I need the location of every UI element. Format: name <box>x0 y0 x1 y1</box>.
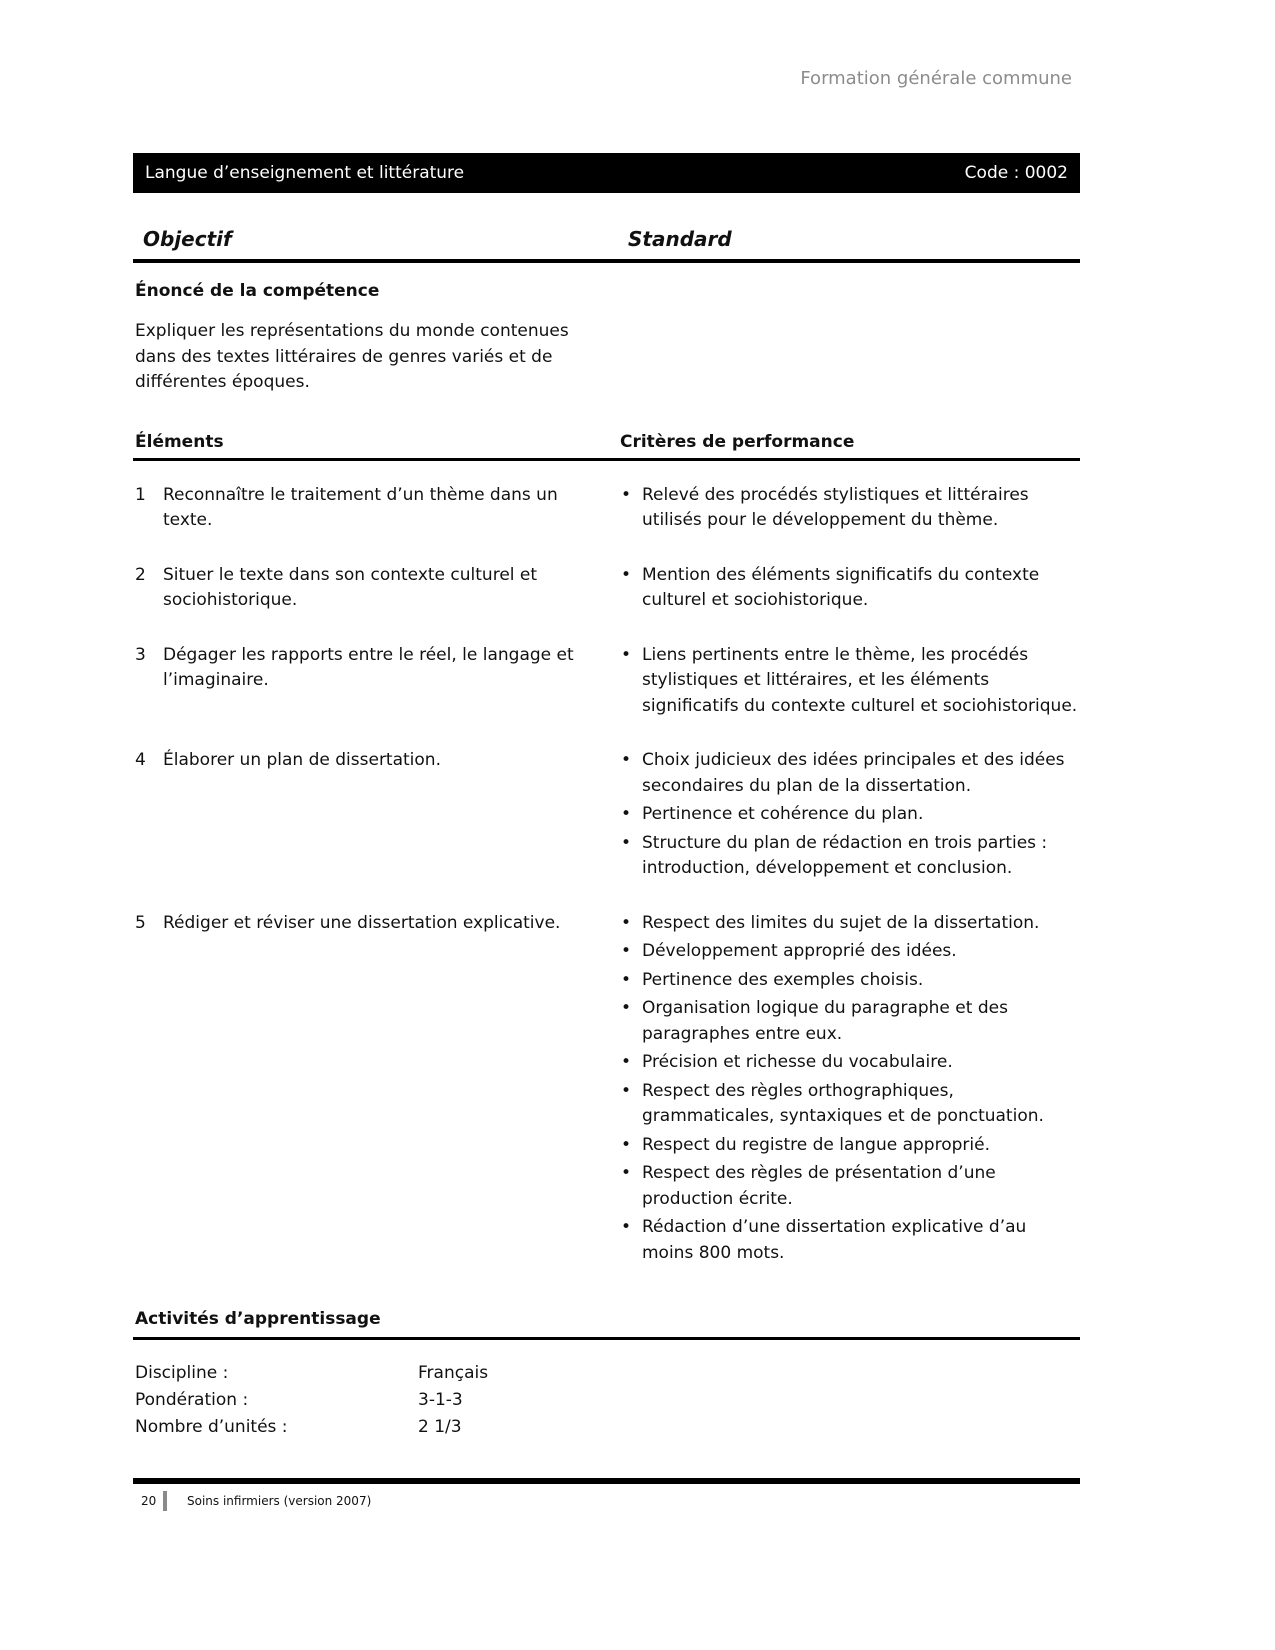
table-row <box>133 748 1080 885</box>
footer-divider <box>133 1478 1080 1484</box>
course-banner <box>133 153 1080 193</box>
criteria-item: • Respect des règles de présentation d’une production écrite. <box>618 1161 1080 1212</box>
field-ponderation <box>133 1387 1080 1414</box>
element-item <box>133 643 608 723</box>
objective-standard-headings <box>133 227 1080 263</box>
footer-separator-bar <box>163 1491 167 1511</box>
criteria-header: Critères de performance <box>620 431 855 452</box>
page-number: 20 <box>141 1494 157 1508</box>
page-footer <box>133 1478 1080 1511</box>
activities-fields <box>133 1360 1080 1442</box>
table-row <box>133 563 1080 617</box>
table-headers <box>133 432 1080 461</box>
element-number: 2 <box>135 564 146 585</box>
content-area <box>133 0 1080 1442</box>
element-text: Élaborer un plan de dissertation. <box>163 750 441 770</box>
standard-heading: Standard <box>628 227 732 251</box>
field-label: Pondération : <box>135 1390 249 1411</box>
field-label: Nombre d’unités : <box>135 1417 288 1438</box>
field-unites <box>133 1414 1080 1441</box>
element-text: Rédiger et réviser une dissertation explicative. <box>163 912 561 933</box>
table-row <box>133 643 1080 723</box>
field-value: 2 1/3 <box>418 1417 462 1438</box>
criteria-item: • Respect des règles orthographiques, grammaticales, syntaxiques et de ponctuation. <box>618 1079 1080 1130</box>
field-label: Discipline : <box>135 1363 229 1383</box>
criteria-item: • Rédaction d’une dissertation explicative d’au moins 800 mots. <box>618 1215 1080 1266</box>
activities-heading: Activités d’apprentissage <box>133 1309 1080 1340</box>
element-item <box>133 483 608 537</box>
criteria-list <box>618 643 1080 723</box>
criteria-list <box>618 748 1080 885</box>
criteria-item: • Relevé des procédés stylistiques et littéraires utilisés pour le développement du thème. <box>618 483 1080 534</box>
element-number: 3 <box>135 644 146 665</box>
course-code: Code : 0002 <box>964 163 1068 183</box>
criteria-item: • Liens pertinents entre le thème, les procédés stylistiques et littéraires, et les éléments significatifs du contexte culturel et sociohistorique. <box>618 643 1080 720</box>
running-header: Formation générale commune <box>800 68 1072 89</box>
criteria-item: • Pertinence et cohérence du plan. <box>618 802 1080 828</box>
field-discipline <box>133 1360 1080 1387</box>
elements-header: Éléments <box>135 431 224 452</box>
element-number: 1 <box>135 484 146 505</box>
course-title: Langue d’enseignement et littérature <box>145 163 465 183</box>
criteria-list <box>618 563 1080 617</box>
field-value: Français <box>418 1363 489 1383</box>
criteria-list <box>618 911 1080 1270</box>
element-text: Reconnaître le traitement d’un thème dans un texte. <box>163 484 558 530</box>
competence-heading: Énoncé de la compétence <box>135 281 380 301</box>
criteria-item: • Structure du plan de rédaction en trois parties : introduction, développement et conclusion. <box>618 831 1080 882</box>
criteria-item: • Développement approprié des idées. <box>618 939 1080 965</box>
element-text: Dégager les rapports entre le réel, le langage et l’imaginaire. <box>163 644 574 690</box>
element-item <box>133 748 608 885</box>
field-value: 3-1-3 <box>418 1390 463 1411</box>
criteria-item: • Organisation logique du paragraphe et des paragraphes entre eux. <box>618 996 1080 1047</box>
objective-heading: Objectif <box>143 227 232 251</box>
criteria-item: • Pertinence des exemples choisis. <box>618 968 1080 994</box>
element-item <box>133 911 608 1270</box>
table-row <box>133 911 1080 1270</box>
footer-row <box>133 1491 1080 1511</box>
criteria-item: • Précision et richesse du vocabulaire. <box>618 1050 1080 1076</box>
criteria-list <box>618 483 1080 537</box>
element-item <box>133 563 608 617</box>
criteria-item: • Respect des limites du sujet de la dissertation. <box>618 911 1080 937</box>
criteria-item: • Mention des éléments significatifs du contexte culturel et sociohistorique. <box>618 563 1080 614</box>
table-row <box>133 483 1080 537</box>
criteria-item: • Respect du registre de langue approprié. <box>618 1133 1080 1159</box>
elements-criteria-rows <box>133 483 1080 1270</box>
footer-text: Soins infirmiers (version 2007) <box>187 1494 372 1508</box>
element-text: Situer le texte dans son contexte culturel et sociohistorique. <box>163 564 538 610</box>
competence-text: Expliquer les représentations du monde contenues dans des textes littéraires de genres variés et de différentes époques. <box>135 321 569 392</box>
criteria-item: • Choix judicieux des idées principales et des idées secondaires du plan de la dissertation. <box>618 748 1080 799</box>
element-number: 5 <box>135 912 146 933</box>
element-number: 4 <box>135 750 146 770</box>
